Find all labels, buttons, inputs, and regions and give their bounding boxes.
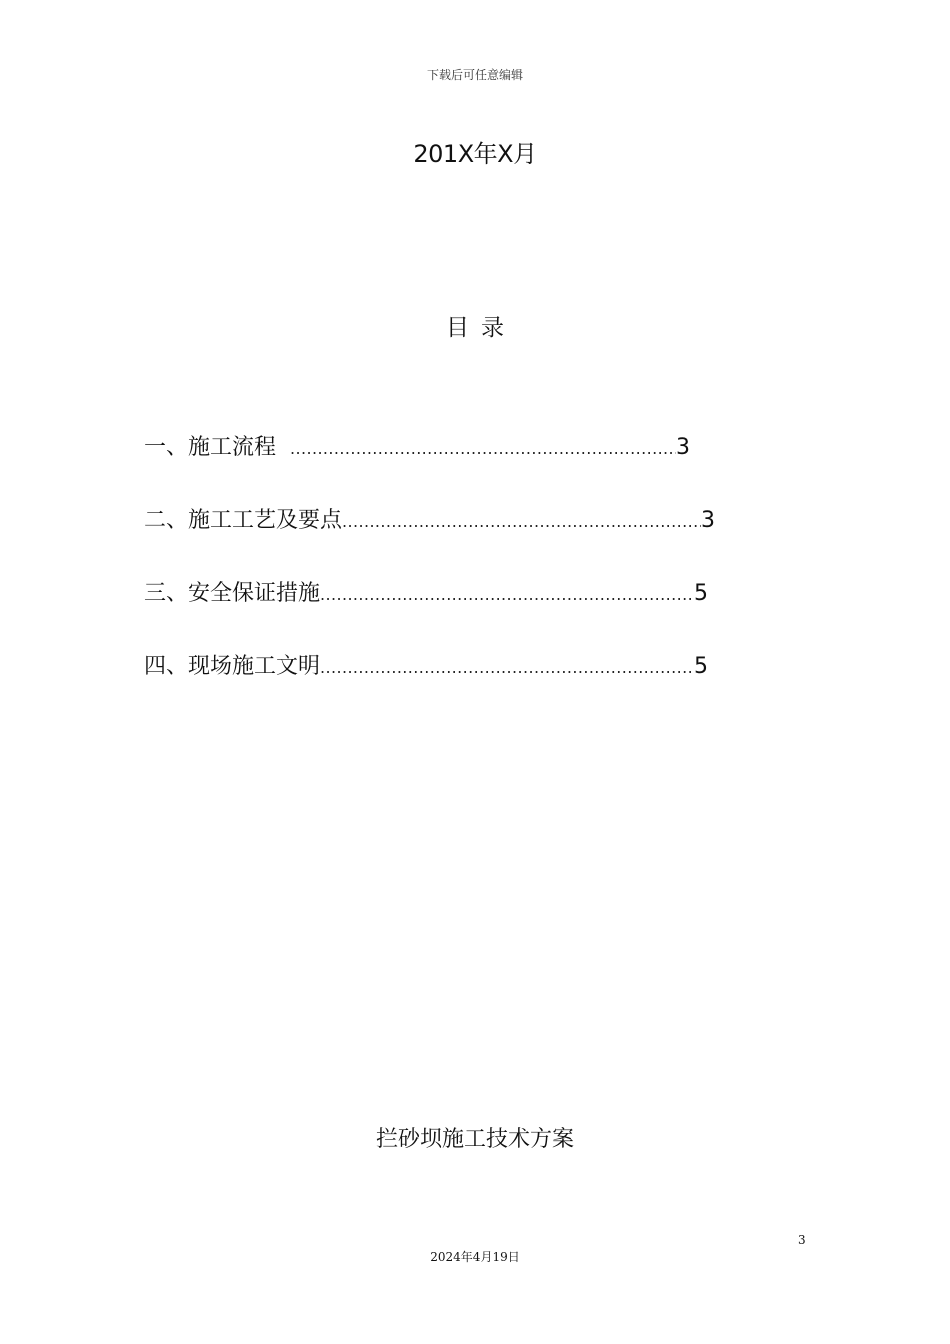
toc-entry-page: 3 xyxy=(676,435,690,460)
toc-entry-label: 一、施工流程 xyxy=(144,435,277,460)
toc-heading: 目录 xyxy=(446,315,516,341)
toc-entry-4[interactable] xyxy=(144,649,708,679)
toc-entry-label: 四、现场施工文明 xyxy=(144,654,321,679)
document-title: 拦砂坝施工技术方案 xyxy=(375,1127,574,1152)
footer-date: 2024年4月19日 xyxy=(430,1250,520,1264)
toc-entry-page: 5 xyxy=(694,581,708,606)
cover-date: 201X年X月 xyxy=(413,140,537,168)
toc-entry-page: 5 xyxy=(694,654,708,679)
toc-leader-dots xyxy=(342,512,701,531)
toc-entry-3[interactable] xyxy=(144,576,708,606)
page-number: 3 xyxy=(798,1233,806,1247)
toc-entry-label: 二、施工工艺及要点 xyxy=(144,508,343,533)
toc-leader-dots xyxy=(320,585,694,604)
toc-entry-page: 3 xyxy=(701,508,715,533)
toc-leader-dots xyxy=(290,439,676,458)
toc-entry-label: 三、安全保证措施 xyxy=(144,581,321,606)
toc-leader-dots xyxy=(320,658,694,677)
toc-entry-1[interactable] xyxy=(144,430,690,460)
toc-entry-2[interactable] xyxy=(144,503,715,533)
header-note: 下载后可任意编辑 xyxy=(426,68,523,82)
